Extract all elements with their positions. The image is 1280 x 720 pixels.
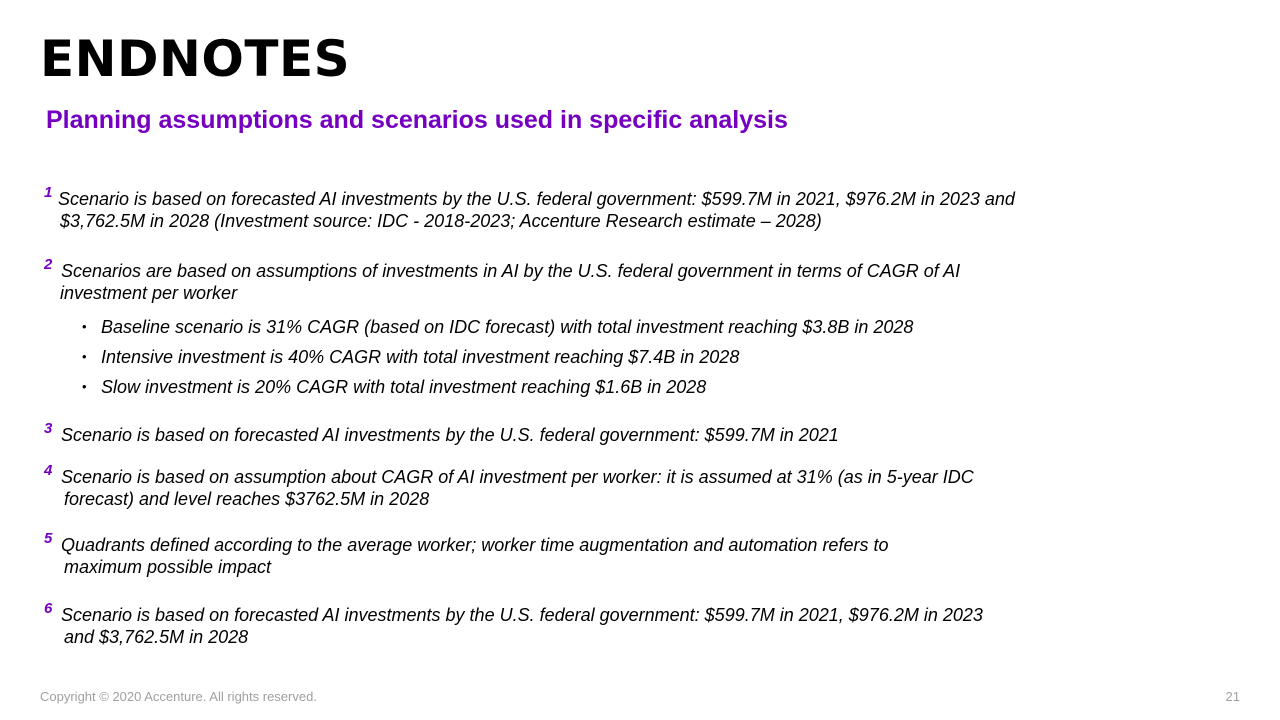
endnote-number: 1 bbox=[44, 184, 53, 201]
list-item bbox=[80, 372, 913, 402]
bullet-icon: • bbox=[82, 379, 87, 394]
endnote-1 bbox=[44, 184, 1164, 232]
endnote-number: 6 bbox=[44, 600, 53, 617]
endnote-5 bbox=[44, 530, 1164, 578]
endnote-number: 5 bbox=[44, 530, 53, 547]
endnote-number: 2 bbox=[44, 256, 53, 273]
list-item bbox=[80, 342, 913, 372]
endnote-text-line: forecast) and level reaches $3762.5M in 2028 bbox=[64, 489, 430, 509]
endnote-text-line: Scenario is based on forecasted AI investments by the U.S. federal government: $599.7M in 2021, $976.2M in 2023 bbox=[61, 605, 983, 625]
page-subtitle: Planning assumptions and scenarios used in specific analysis bbox=[46, 106, 788, 134]
bullet-icon: • bbox=[82, 349, 87, 364]
page-title: ENDNOTES bbox=[40, 30, 351, 88]
endnote-4 bbox=[44, 462, 1164, 510]
endnote-text-line: Quadrants defined according to the average worker; worker time augmentation and automation refers to bbox=[61, 535, 889, 555]
endnote-2 bbox=[44, 256, 1164, 304]
endnote-text-line: Scenario is based on forecasted AI investments by the U.S. federal government: $599.7M in 2021, $976.2M in 2023 and bbox=[58, 189, 1015, 209]
bullet-text: Slow investment is 20% CAGR with total investment reaching $1.6B in 2028 bbox=[101, 377, 707, 397]
endnote-text-line: Scenarios are based on assumptions of investments in AI by the U.S. federal government in terms of CAGR of AI bbox=[61, 261, 961, 281]
page-number: 21 bbox=[1225, 689, 1240, 704]
endnote-number: 4 bbox=[44, 462, 53, 479]
endnote-text-line: maximum possible impact bbox=[64, 557, 272, 577]
endnote-6 bbox=[44, 600, 1164, 648]
endnote-text-line: $3,762.5M in 2028 (Investment source: IDC - 2018-2023; Accenture Research estimate – 2028) bbox=[60, 211, 822, 231]
endnote-text-line: investment per worker bbox=[60, 283, 238, 303]
bullet-text: Intensive investment is 40% CAGR with total investment reaching $7.4B in 2028 bbox=[101, 347, 740, 367]
bullet-text: Baseline scenario is 31% CAGR (based on IDC forecast) with total investment reaching $3.8B in 2028 bbox=[101, 317, 914, 337]
endnote-3 bbox=[44, 420, 1164, 446]
endnote-number: 3 bbox=[44, 420, 53, 437]
endnote-text-line: and $3,762.5M in 2028 bbox=[64, 627, 249, 647]
endnote-2-bullet-list bbox=[80, 312, 913, 402]
bullet-icon: • bbox=[82, 319, 87, 334]
copyright-footer: Copyright © 2020 Accenture. All rights reserved. bbox=[40, 689, 317, 704]
endnote-text-line: Scenario is based on forecasted AI investments by the U.S. federal government: $599.7M in 2021 bbox=[61, 425, 839, 445]
list-item bbox=[80, 312, 913, 342]
endnote-text-line: Scenario is based on assumption about CAGR of AI investment per worker: it is assumed at 31% (as in 5-year IDC bbox=[61, 467, 974, 487]
